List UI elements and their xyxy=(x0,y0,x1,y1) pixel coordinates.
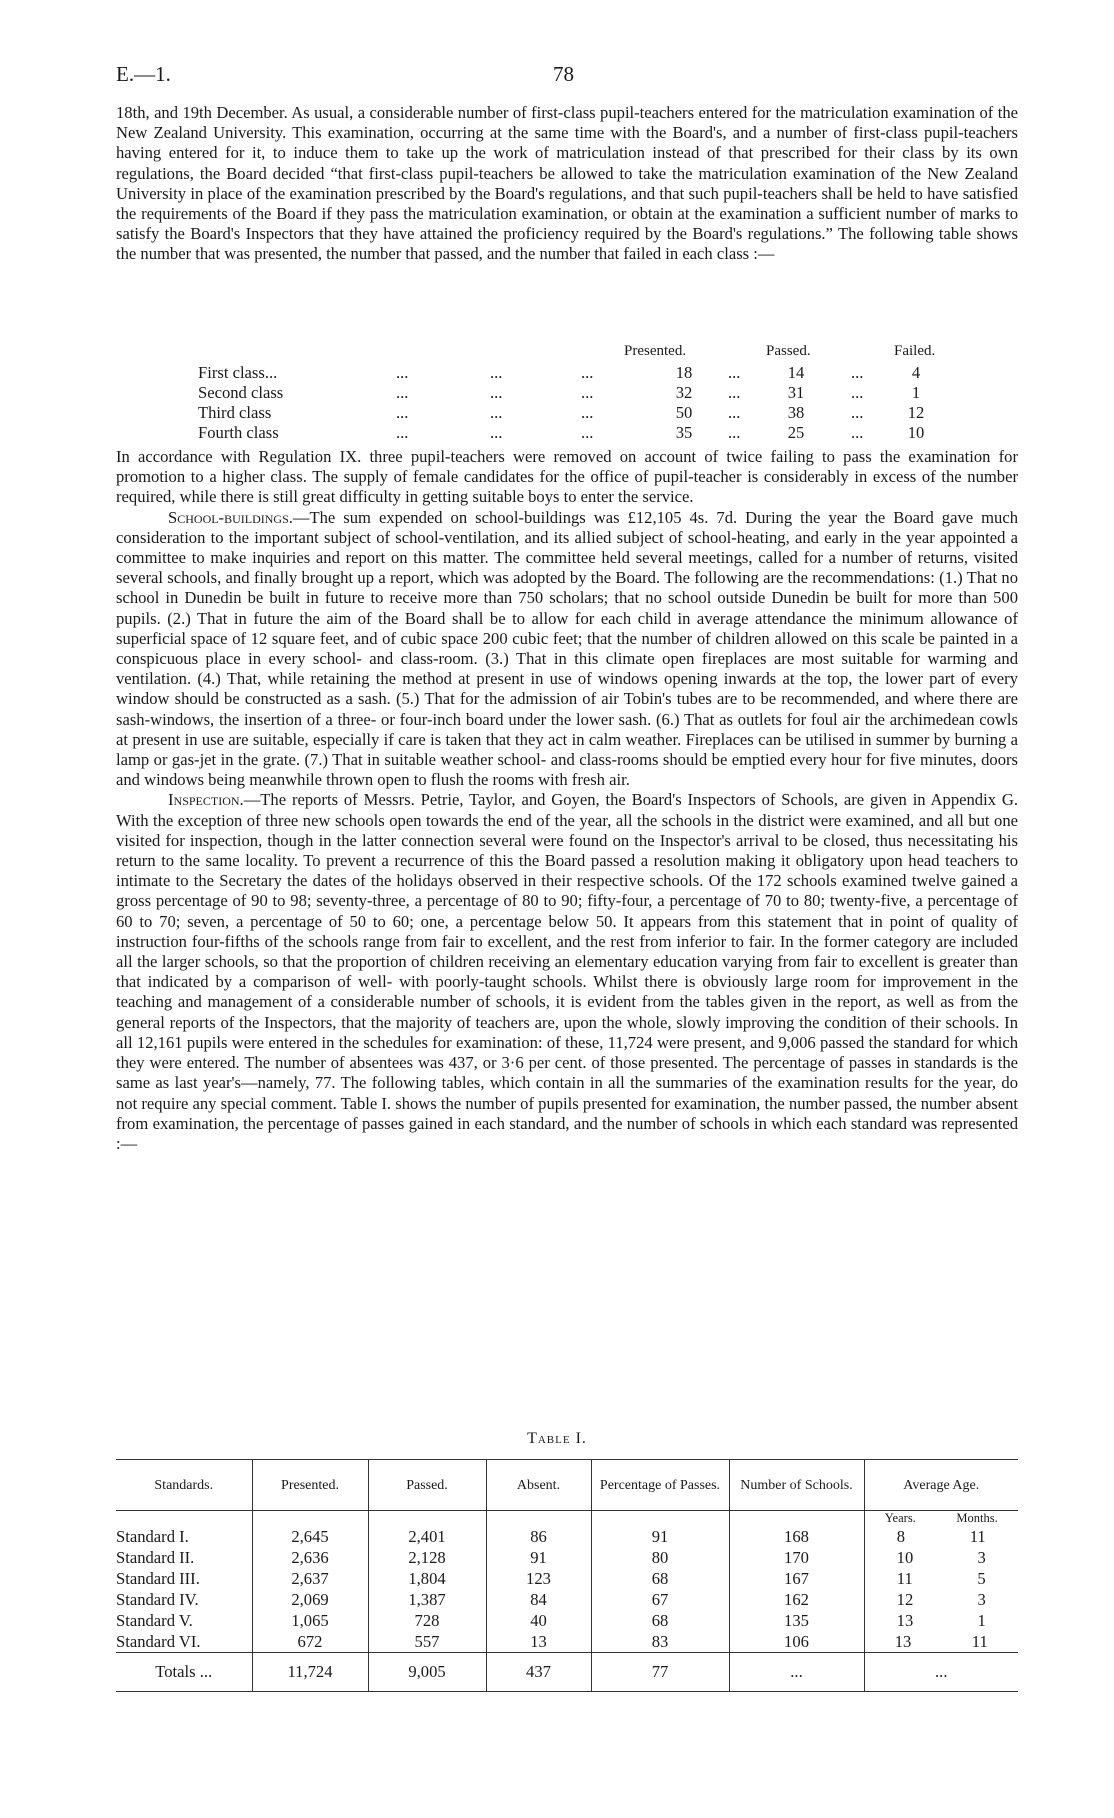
years-cell: 8 xyxy=(896,1526,906,1546)
passed-cell: 557 xyxy=(368,1631,486,1653)
passed-cell: 2,401 xyxy=(368,1526,486,1547)
header-average-age: Average Age. xyxy=(864,1460,1018,1511)
total-percentage: 77 xyxy=(591,1653,729,1692)
failed-value: 12 xyxy=(907,403,925,422)
table-row xyxy=(116,1526,1018,1547)
failed-value: 4 xyxy=(911,363,921,382)
schools-cell: 170 xyxy=(729,1547,864,1568)
standard-name: Standard IV. xyxy=(116,1589,199,1609)
class-label: Fourth class xyxy=(198,423,279,442)
presented-value: 35 xyxy=(675,423,693,442)
class-row: First class... ... ... ... 18 ... 14 ... 4 xyxy=(116,363,1018,383)
passed-cell: 728 xyxy=(368,1610,486,1631)
standard-name: Standard II. xyxy=(116,1547,195,1567)
years-cell: 11 xyxy=(896,1568,913,1588)
years-cell: 13 xyxy=(894,1631,912,1651)
schools-cell: 167 xyxy=(729,1568,864,1589)
header-absent: Absent. xyxy=(486,1460,591,1511)
class-label: Third class xyxy=(198,403,272,422)
presented-value: 18 xyxy=(675,363,693,382)
page-header xyxy=(116,62,1018,92)
header-schools: Number of Schools. xyxy=(729,1460,864,1511)
months-cell: 5 xyxy=(977,1568,986,1588)
col-header-failed: Failed. xyxy=(894,343,936,359)
class-table xyxy=(116,343,1018,443)
school-buildings-text: —The sum expended on school-buildings was £12,105 4s. 7d. During the year the Board gave much consideration to the important subject of school-ventilation, and its allied subject of school-heating, and early in the year appointed a committee to make inquiries and report on this matter. The committee held several meetings, called for a number of returns, visited several schools, and finally brought up a report, which was adopted by the Board. The following are the recommendations: (1.) That no school in Dunedin be built in future to receive more than 750 scholars; that no school outside Dunedin be built for more than 500 pupils. (2.) That in future the aim of the Board shall be to allow for each child in average attendance the minimum allowance of superficial space of 12 square feet, and of cubic space 200 cubic feet; that the number of children allowed on this scale be painted in a conspicuous place in every school- and class-room. (3.) That in this climate open fireplaces are most suitable for warming and ventilation. (4.) That, while retaining the method at present in use of windows opening inwards at the top, the lower part of every window should be constructed as a sash. (5.) That for the admission of air Tobin's tubes are to be recommended, and where there are sash-windows, the insertion of a three- or four-inch board under the lower sash. (6.) That as outlets for foul air the archimedean cowls at present in use are suitable, especially if care is taken that they act in calm weather. Fireplaces can be utilised in summer by burning a lamp or gas-jet in the grate. (7.) That in suitable weather school- and class-rooms should be emptied every hour for five minutes, doors and windows being meanwhile thrown open to flush the rooms with fresh air. xyxy=(116,507,1018,790)
subheader-years: Years. xyxy=(884,1511,916,1525)
percentage-cell: 80 xyxy=(591,1547,729,1568)
class-row: Second class ... ... ... 32 ... 31 ... 1 xyxy=(116,383,1018,403)
schools-cell: 162 xyxy=(729,1589,864,1610)
table-header-row xyxy=(116,1460,1018,1511)
percentage-cell: 91 xyxy=(591,1526,729,1547)
report-reference: E.—1. xyxy=(116,62,171,86)
months-cell: 11 xyxy=(971,1631,988,1651)
standard-name: Standard I. xyxy=(116,1526,189,1546)
years-cell: 12 xyxy=(896,1589,914,1609)
class-row: Third class ... ... ... 50 ... 38 ... 12 xyxy=(116,403,1018,423)
totals-row xyxy=(116,1653,1018,1692)
standard-name: Standard VI. xyxy=(116,1631,201,1651)
age-subheader-row xyxy=(116,1511,1018,1527)
paragraph-school-buildings xyxy=(116,508,1018,791)
presented-cell: 2,069 xyxy=(252,1589,368,1610)
failed-value: 10 xyxy=(907,423,925,442)
standards-table xyxy=(116,1459,1018,1692)
percentage-cell: 67 xyxy=(591,1589,729,1610)
paragraph-inspection xyxy=(116,790,1018,1154)
standard-name: Standard V. xyxy=(116,1610,193,1630)
paragraph-regulation: In accordance with Regulation IX. three pupil-teachers were removed on account of twice failing to pass the examination for promotion to a higher class. The supply of female candidates for the office of pupil-teacher is considerably in excess of the number required, while there is still great difficulty in getting suitable boys to enter the service. xyxy=(116,447,1018,507)
percentage-cell: 83 xyxy=(591,1631,729,1653)
inspection-text: —The reports of Messrs. Petrie, Taylor, and Goyen, the Board's Inspectors of Schools, are given in Appendix G. With the exception of three new schools open towards the end of the year, all the schools in the district were examined, and all but one visited for inspection, though in the latter connection several were found on the Inspector's arrival to be closed, thus necessitating his return to the same locality. To prevent a recurrence of this the Board passed a resolution making it obligatory upon head teachers to intimate to the Secretary the dates of the holidays observed in their respective schools. Of the 172 schools examined twelve gained a gross percentage of 90 to 98; seventy-three, a percentage of 80 to 90; fifty-four, a percentage of 70 to 80; twenty-five, a percentage of 60 to 70; seven, a percentage of 50 to 60; one, a percentage below 50. It appears from this statement that in point of quality of instruction four-fifths of the schools range from fair to excellent, and the rest from inferior to fair. In the former category are included all the larger schools, so that the proportion of children receiving an elementary education varying from fair to excellent is greater than that indicated by a comparison of well- with poorly-taught schools. Whilst there is obviously large room for improvement in the teaching and management of a considerable number of schools, it is evident from the tables given in the report, as well as from the general reports of the Inspectors, that the majority of teachers are, upon the whole, slowly improving the condition of their schools. In all 12,161 pupils were entered in the schedules for examination: of these, 11,724 were present, and 9,006 passed the standard for which they were entered. The number of absentees was 437, or 3·6 per cent. of those presented. The percentage of passes in standards is the same as last year's—namely, 77. The following tables, which contain in all the summaries of the examination results for the year, do not require any special comment. Table I. shows the number of pupils presented for examination, the number passed, the number absent from examination, the percentage of passes gained in each standard, and the number of schools in which each standard was represented :— xyxy=(116,790,1018,1153)
schools-cell: 168 xyxy=(729,1526,864,1547)
absent-cell: 86 xyxy=(486,1526,591,1547)
subheader-months: Months. xyxy=(956,1511,998,1525)
total-schools: ... xyxy=(729,1653,864,1692)
table-row xyxy=(116,1589,1018,1610)
presented-cell: 672 xyxy=(252,1631,368,1653)
class-row: Fourth class ... ... ... 35 ... 25 ... 10 xyxy=(116,423,1018,443)
months-cell: 3 xyxy=(977,1547,986,1567)
passed-cell: 2,128 xyxy=(368,1547,486,1568)
header-percentage: Percentage of Passes. xyxy=(591,1460,729,1511)
absent-cell: 123 xyxy=(486,1568,591,1589)
total-passed: 9,005 xyxy=(368,1653,486,1692)
presented-cell: 2,636 xyxy=(252,1547,368,1568)
presented-cell: 2,637 xyxy=(252,1568,368,1589)
total-presented: 11,724 xyxy=(252,1653,368,1692)
percentage-cell: 68 xyxy=(591,1568,729,1589)
class-label: Second class xyxy=(198,383,284,402)
passed-cell: 1,804 xyxy=(368,1568,486,1589)
passed-cell: 1,387 xyxy=(368,1589,486,1610)
table-row xyxy=(116,1610,1018,1631)
presented-value: 50 xyxy=(675,403,693,422)
schools-cell: 106 xyxy=(729,1631,864,1653)
totals-label: Totals ... xyxy=(116,1653,252,1692)
absent-cell: 84 xyxy=(486,1589,591,1610)
passed-value: 14 xyxy=(787,363,805,382)
standard-name: Standard III. xyxy=(116,1568,200,1588)
total-absent: 437 xyxy=(486,1653,591,1692)
absent-cell: 13 xyxy=(486,1631,591,1653)
absent-cell: 91 xyxy=(486,1547,591,1568)
passed-value: 31 xyxy=(787,383,805,402)
presented-cell: 1,065 xyxy=(252,1610,368,1631)
body-text-continued xyxy=(116,447,1018,1154)
months-cell: 1 xyxy=(977,1610,986,1630)
class-label: First class... xyxy=(198,363,278,382)
table-caption: Table I. xyxy=(527,1430,587,1447)
failed-value: 1 xyxy=(911,383,921,402)
col-header-presented: Presented. xyxy=(624,343,687,359)
paragraph-matriculation xyxy=(116,103,1018,265)
months-cell: 11 xyxy=(969,1526,986,1546)
header-standards: Standards. xyxy=(116,1460,252,1511)
schools-cell: 135 xyxy=(729,1610,864,1631)
presented-cell: 2,645 xyxy=(252,1526,368,1547)
table-row xyxy=(116,1631,1018,1653)
header-presented: Presented. xyxy=(252,1460,368,1511)
absent-cell: 40 xyxy=(486,1610,591,1631)
percentage-cell: 68 xyxy=(591,1610,729,1631)
years-cell: 13 xyxy=(896,1610,914,1630)
presented-value: 32 xyxy=(675,383,693,402)
page-number: 78 xyxy=(553,62,574,86)
header-passed: Passed. xyxy=(368,1460,486,1511)
col-header-passed: Passed. xyxy=(766,343,811,359)
passed-value: 38 xyxy=(787,403,805,422)
table-row xyxy=(116,1568,1018,1589)
total-age: ... xyxy=(864,1653,1018,1692)
months-cell: 3 xyxy=(977,1589,986,1609)
table-row xyxy=(116,1547,1018,1568)
passed-value: 25 xyxy=(787,423,805,442)
years-cell: 10 xyxy=(896,1547,914,1567)
section-heading-school-buildings: School-buildings. xyxy=(168,507,293,527)
paragraph-text: 18th, and 19th December. As usual, a considerable number of first-class pupil-teachers entered for the matriculation examination of the New Zealand University. This examination, occurring at the same time with the Board's, and a number of first-class pupil-teachers having entered for it, to induce them to take up the work of matriculation instead of that prescribed for their class by its own regulations, the Board decided “that first-class pupil-teachers be allowed to take the matriculation examination of the New Zealand University in place of the examination prescribed by the Board's regulations, and that such pupil-teachers shall be held to have satisfied the requirements of the Board if they pass the matriculation examination, or obtain at the examination a sufficient number of marks to satisfy the Board's Inspectors that they have attained the proficiency required by the Board's regulations.” The following table shows the number that was presented, the number that passed, and the number that failed in each class :— xyxy=(116,103,1018,264)
section-heading-inspection: Inspection. xyxy=(168,790,244,810)
